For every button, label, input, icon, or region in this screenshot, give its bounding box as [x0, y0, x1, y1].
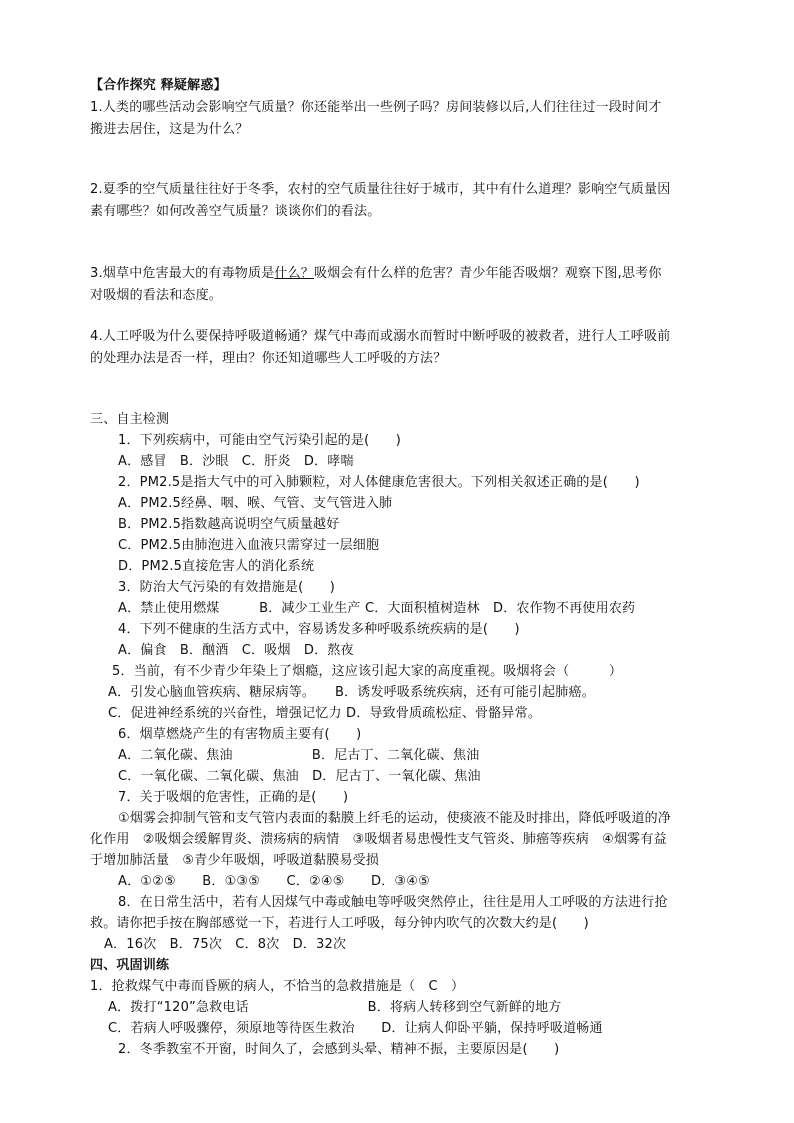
- test-q8-line-2: 救。请你把手按在胸部感觉一下，若进行人工呼吸，每分钟内吹气的次数大约是( ): [90, 916, 589, 931]
- test-q4-options: A．偏食 B．酗酒 C．吸烟 D．熬夜: [118, 643, 354, 658]
- test-q7-options: A．①②⑤ B．①③⑤ C．②④⑤ D．③④⑤: [118, 874, 430, 889]
- test-q7-line-3: 于增加肺活量 ⑤青少年吸烟，呼吸道黏膜易受损: [90, 853, 380, 868]
- question-1-line-1: 1.人类的哪些活动会影响空气质量？你还能举出一些例子吗？房间装修以后,人们往往过一段时间才: [90, 100, 662, 115]
- training-q1-stem: 1．抢救煤气中毒而昏厥的病人，不恰当的急救措施是（ C ）: [90, 979, 465, 994]
- question-2-line-2: 素有哪些？如何改善空气质量？谈谈你们的看法。: [90, 204, 381, 219]
- question-4-line-2: 的处理办法是否一样，理由？你还知道哪些人工呼吸的方法？: [90, 351, 447, 366]
- question-4-line-1: 4.人工呼吸为什么要保持呼吸道畅通？煤气中毒而或溺水而暂时中断呼吸的被救者，进行人工呼吸前: [90, 329, 671, 344]
- test-q5-options-cd: C．促进神经系统的兴奋性，增强记忆力 D．导致骨质疏松症、骨骼异常。: [108, 706, 542, 721]
- test-q2-option-b: B．PM2.5指数越高说明空气质量越好: [118, 517, 340, 532]
- test-q5-stem: 5．当前，有不少青少年染上了烟瘾，这应该引起大家的高度重视。吸烟将会（ ）: [112, 664, 623, 679]
- question-3-text-a: 3.烟草中危害最大的有毒物质是: [90, 266, 275, 281]
- section-heading-cooperative: 【合作探究 释疑解惑】: [90, 78, 227, 93]
- test-q1-options: A．感冒 B．沙眼 C．肝炎 D．哮喘: [118, 454, 354, 469]
- test-q7-line-1: ①烟雾会抑制气管和支气管内表面的黏膜上纤毛的运动，使痰液不能及时排出，降低呼吸道的净: [118, 811, 672, 826]
- test-q2-stem: 2．PM2.5是指大气中的可入肺颗粒，对人体健康危害很大。下列相关叙述正确的是( ): [118, 475, 640, 490]
- test-q8-line-1: 8．在日常生活中，若有人因煤气中毒或触电等呼吸突然停止，往往是用人工呼吸的方法进行抢: [118, 895, 668, 910]
- test-q6-options-ab: A．二氧化碳、焦油 B．尼古丁、二氧化碳、焦油: [118, 748, 480, 763]
- question-1-line-2: 搬进去居住，这是为什么？: [90, 122, 249, 137]
- test-q7-stem: 7．关于吸烟的危害性，正确的是( ): [118, 790, 349, 805]
- test-q5-options-ab: A．引发心脑血管疾病、糖尿病等。 B．诱发呼吸系统疾病，还有可能引起肺癌。: [108, 685, 595, 700]
- test-q6-stem: 6．烟草燃烧产生的有害物质主要有( ): [118, 727, 362, 742]
- test-q2-option-d: D．PM2.5直接危害人的消化系统: [118, 559, 315, 574]
- section-heading-consolidation: 四、巩固训练: [90, 958, 170, 973]
- test-q8-options: A．16次 B．75次 C．8次 D．32次: [104, 937, 347, 952]
- test-q6-options-cd: C．一氧化碳、二氧化碳、焦油 D．尼古丁、一氧化碳、焦油: [118, 769, 481, 784]
- test-q3-options: A．禁止使用燃煤 B．减少工业生产 C．大面积植树造林 D．农作物不再使用农药: [118, 601, 636, 616]
- question-3-line-2: 对吸烟的看法和态度。: [90, 288, 223, 303]
- question-3-line-1: [90, 264, 662, 284]
- training-q1-options-ab: A．拨打“120”急救电话 B．将病人转移到空气新鲜的地方: [108, 1000, 562, 1015]
- test-q7-line-2: 化作用 ②吸烟会缓解胃炎、溃疡病的病情 ③吸烟者易患慢性支气管炎、肺癌等疾病 ④烟雾有益: [90, 832, 667, 847]
- question-3-underlined: 什么？: [274, 266, 315, 281]
- test-q4-stem: 4．下列不健康的生活方式中，容易诱发多种呼吸系统疾病的是( ): [118, 622, 520, 637]
- training-q1-options-cd: C．若病人呼吸骤停，须原地等待医生救治 D．让病人仰卧平躺，保持呼吸道畅通: [108, 1021, 603, 1036]
- question-2-line-1: 2.夏季的空气质量往往好于冬季，农村的空气质量往往好于城市，其中有什么道理？影响空气质量因: [90, 182, 671, 197]
- section-heading-self-test: 三、自主检测: [90, 412, 170, 427]
- test-q3-stem: 3．防治大气污染的有效措施是( ): [118, 580, 336, 595]
- question-3-text-b: 吸烟会有什么样的危害？青少年能否吸烟？观察下图,思考你: [314, 266, 662, 281]
- test-q2-option-c: C．PM2.5由肺泡进入血液只需穿过一层细胞: [118, 538, 380, 553]
- test-q1-stem: 1．下列疾病中，可能由空气污染引起的是( ): [118, 433, 402, 448]
- test-q2-option-a: A．PM2.5经鼻、咽、喉、气管、支气管进入肺: [118, 496, 393, 511]
- training-q2-stem: 2．冬季教室不开窗，时间久了，会感到头晕、精神不振，主要原因是( ): [118, 1042, 560, 1057]
